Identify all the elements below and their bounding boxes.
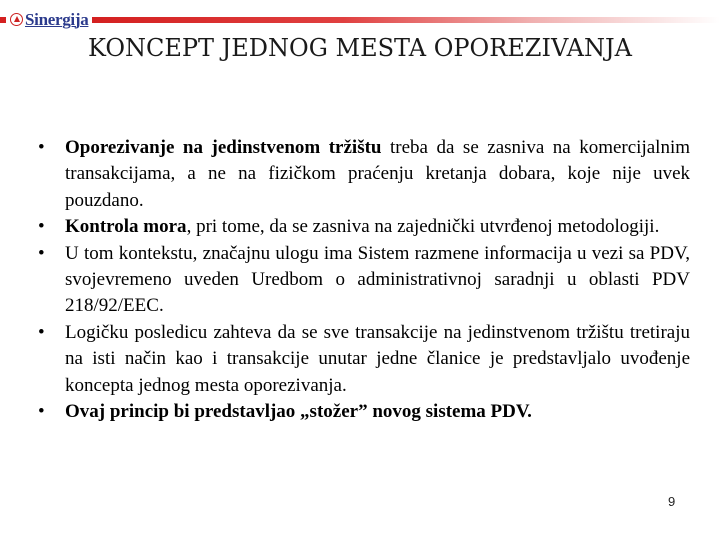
bullet-text: treba da se zasniva na komercijalnim transakcijama, a ne na fizičkom praćenju kretanja dobara, koje nije uvek pouzdano. — [65, 137, 690, 211]
emblem-icon — [10, 13, 23, 26]
list-item — [38, 320, 690, 399]
bullet-bold: Oporezivanje na jedinstvenom tržištu — [65, 137, 382, 158]
list-item — [38, 399, 690, 425]
university-logo — [10, 4, 88, 30]
bullet-text: , pri tome, da se zasniva na zajednički utvrđenoj metodologiji. — [186, 216, 660, 238]
header-bar — [92, 17, 720, 23]
logo-name: Sinergija — [25, 10, 89, 29]
bullet-bold: Ovaj princip bi predstavljao „stožer” novog sistema PDV. — [65, 401, 532, 423]
page-number: 9 — [668, 494, 676, 509]
header-bar-left — [0, 17, 6, 23]
bullet-text: U tom kontekstu, značajnu ulogu ima Sistem razmene informacija u vezi sa PDV, svojevremeno uveden Uredbom o administrativnoj saradnji u oblasti PDV 218/92/EEC. — [65, 242, 690, 317]
list-item — [38, 135, 690, 214]
bullet-list — [38, 135, 690, 425]
bullet-bold: Kontrola mora — [65, 216, 187, 238]
bullet-text: Logičku posledicu zahteva da se sve transakcije na jedinstvenom tržištu tretiraju na isti način kao i transakcije unutar jedne članice je predstavljalo uvođenje koncepta jednog mesta oporezivanja. — [65, 321, 690, 396]
list-item — [38, 214, 690, 240]
slide-title: KONCEPT JEDNOG MESTA OPOREZIVANJA — [88, 34, 632, 62]
list-item — [38, 241, 690, 320]
